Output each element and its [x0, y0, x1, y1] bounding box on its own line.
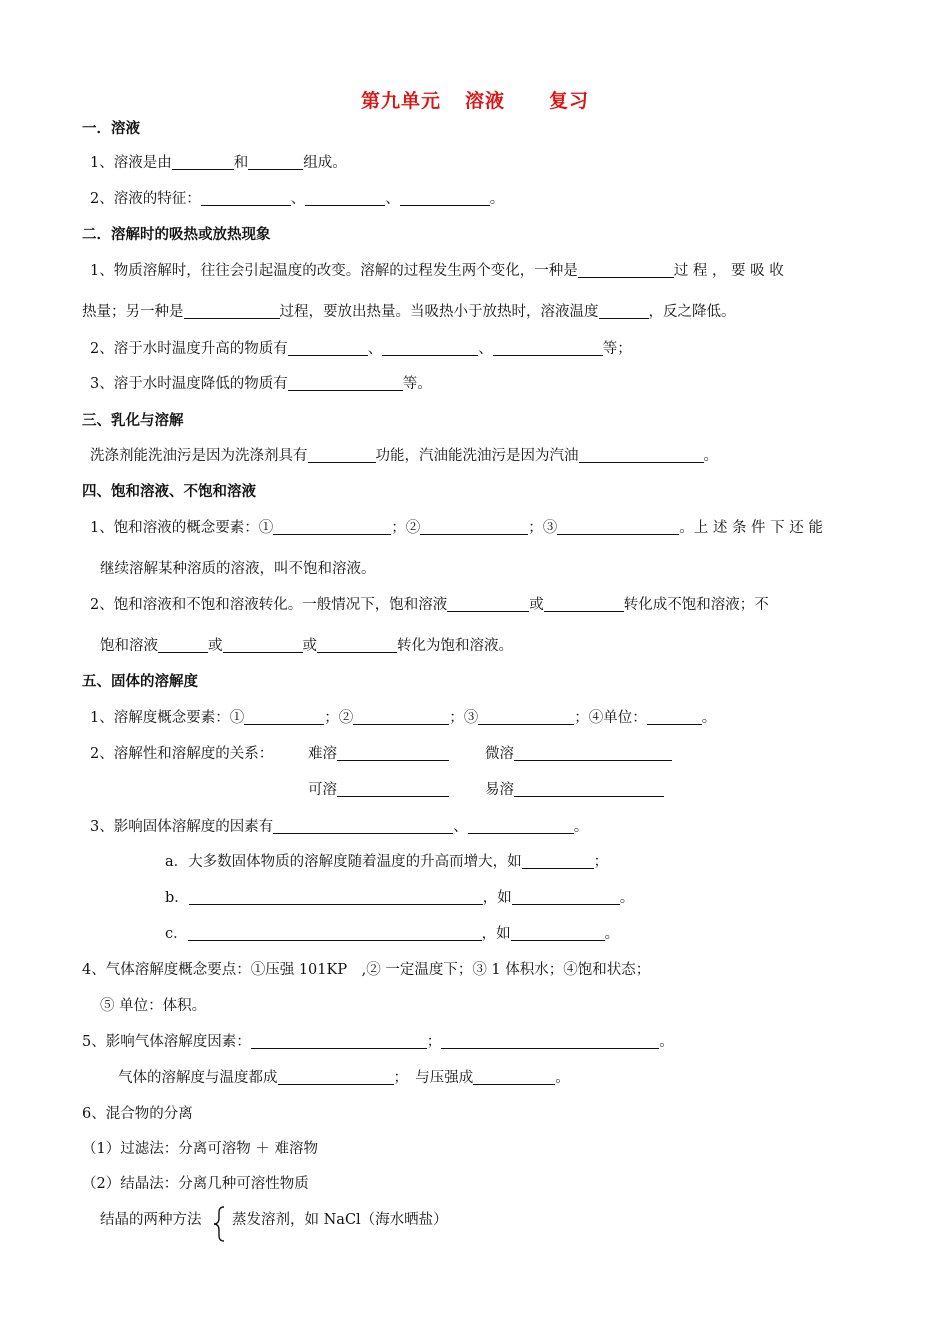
fill-blank[interactable] [441, 1033, 659, 1049]
fill-blank[interactable] [172, 154, 234, 170]
fill-blank[interactable] [244, 709, 324, 725]
s6-line-7: （2）结晶法：分离几种可溶性物质 [82, 1176, 309, 1192]
text: 、 [290, 191, 306, 207]
s1-line-2 [90, 187, 504, 208]
s6-line-5: 6、混合物的分离 [82, 1106, 193, 1122]
fill-blank[interactable] [420, 519, 528, 535]
title-unit: 第九单元 [360, 90, 441, 112]
fill-blank[interactable] [447, 596, 529, 612]
text: 过程，要放出热量。当吸热小于放热时，溶液温度 [279, 304, 599, 320]
text: ； 与压强成 [393, 1070, 474, 1086]
text: 。 [489, 191, 505, 207]
fill-blank[interactable] [251, 1033, 427, 1049]
s4-line-3 [90, 593, 769, 614]
text: 转化成不饱和溶液；不 [623, 597, 769, 613]
s5-yirong [485, 778, 664, 799]
text: 功能，汽油能洗油污是因为汽油 [375, 448, 579, 464]
text: 可溶 [308, 782, 337, 798]
fill-blank[interactable] [493, 340, 603, 356]
fill-blank[interactable] [382, 340, 478, 356]
page-title [0, 86, 950, 113]
fill-blank[interactable] [158, 637, 208, 653]
text: ；③ [449, 710, 479, 726]
text: 5、影响气体溶解度因素： [82, 1034, 251, 1050]
text: 过 程 ， 要 吸 收 [673, 263, 784, 279]
curly-brace-icon [212, 1206, 226, 1242]
fill-blank[interactable] [468, 818, 574, 834]
fill-blank[interactable] [288, 375, 403, 391]
text: 。 [555, 1070, 570, 1086]
s1-line-1 [90, 151, 347, 172]
fill-blank[interactable] [353, 709, 449, 725]
fill-blank[interactable] [273, 519, 391, 535]
text: 和 [233, 155, 249, 171]
text: ，如 [481, 926, 511, 942]
s6-line-8-label: 结晶的两种方法 [100, 1212, 202, 1228]
text: 。 [703, 448, 718, 464]
section-1-heading: 一．溶液 [82, 121, 140, 137]
text: ；② [324, 710, 354, 726]
section-4-heading: 四、饱和溶液、不饱和溶液 [82, 484, 256, 500]
fill-blank[interactable] [647, 709, 702, 725]
text: 或 [529, 597, 544, 613]
text: 。 [659, 1034, 674, 1050]
fill-blank[interactable] [514, 781, 664, 797]
s4-line-2: 继续溶解某种溶质的溶液，叫不饱和溶液。 [100, 561, 376, 577]
fill-blank[interactable] [578, 262, 674, 278]
fill-blank[interactable] [599, 303, 649, 319]
text: 、 [453, 819, 468, 835]
text: 组成。 [303, 155, 347, 171]
s5-line-b [165, 886, 634, 907]
s6-line-4 [118, 1066, 570, 1087]
fill-blank[interactable] [308, 447, 376, 463]
text: c． [165, 926, 188, 942]
fill-blank[interactable] [273, 818, 453, 834]
text: 、 [478, 341, 493, 357]
s6-line-2: ⑤ 单位：体积。 [100, 998, 207, 1014]
fill-blank[interactable] [288, 340, 368, 356]
text: 。 [619, 890, 635, 906]
text: 3、溶于水时温度降低的物质有 [90, 376, 288, 392]
text: 或 [208, 638, 223, 654]
s6-line-1: 4、气体溶解度概念要点：①压强 101KP ,② 一定温度下；③ 1 体积水；④饱和状态； [82, 962, 651, 978]
text: 2、溶于水时温度升高的物质有 [90, 341, 288, 357]
s4-line-4 [100, 634, 513, 655]
fill-blank[interactable] [305, 190, 385, 206]
text: ； [593, 854, 609, 870]
text: 或 [302, 638, 317, 654]
text: 。 [573, 819, 589, 835]
fill-blank[interactable] [544, 596, 624, 612]
s2-line-3 [90, 337, 632, 358]
fill-blank[interactable] [512, 889, 620, 905]
s6-line-6: （1）过滤法：分离可溶物 ＋ 难溶物 [82, 1141, 318, 1157]
title-topic: 溶液 [464, 90, 505, 112]
text: 、 [385, 191, 400, 207]
text: 。 [701, 710, 717, 726]
fill-blank[interactable] [337, 781, 449, 797]
text: 气体的溶解度与温度都成 [118, 1070, 278, 1086]
fill-blank[interactable] [184, 303, 280, 319]
fill-blank[interactable] [579, 447, 704, 463]
section-3-heading: 三、乳化与溶解 [82, 413, 184, 429]
s5-line-c [165, 922, 619, 943]
text: 1、物质溶解时，往往会引起温度的改变。溶解的过程发生两个变化，一种是 [90, 263, 578, 279]
text: 。上 述 条 件 下 还 能 [679, 520, 823, 536]
s6-line-8-method: 蒸发溶剂，如 NaCl（海水晒盐） [232, 1212, 448, 1228]
fill-blank[interactable] [189, 889, 483, 905]
fill-blank[interactable] [201, 190, 291, 206]
s3-line-1 [90, 444, 718, 465]
text: ； [426, 1034, 442, 1050]
fill-blank[interactable] [473, 1069, 555, 1085]
section-5-heading: 五、固体的溶解度 [82, 674, 198, 690]
text: 等。 [402, 376, 432, 392]
s2-line-4 [90, 372, 432, 393]
s6-line-3 [82, 1030, 674, 1051]
text: 难溶 [308, 746, 337, 762]
title-review: 复习 [549, 90, 590, 112]
fill-blank[interactable] [557, 519, 679, 535]
s2-line-1 [90, 259, 784, 280]
s5-line-2 [90, 742, 273, 763]
fill-blank[interactable] [188, 925, 482, 941]
text: ；② [391, 520, 421, 536]
text: 3、影响固体溶解度的因素有 [90, 819, 274, 835]
text: 饱和溶液 [100, 638, 158, 654]
text: 1、溶解度概念要素：① [90, 710, 245, 726]
s5-kerong [308, 778, 449, 799]
fill-blank[interactable] [278, 1069, 394, 1085]
fill-blank[interactable] [478, 709, 574, 725]
s5-weirong [485, 742, 672, 763]
fill-blank[interactable] [522, 853, 594, 869]
fill-blank[interactable] [337, 745, 449, 761]
text: 易溶 [485, 782, 514, 798]
text: 转化为饱和溶液。 [397, 638, 513, 654]
section-2-heading: 二．溶解时的吸热或放热现象 [82, 227, 271, 243]
text: ；④单位： [574, 710, 647, 726]
text: a．大多数固体物质的溶解度随着温度的升高而增大，如 [165, 854, 522, 870]
fill-blank[interactable] [514, 745, 672, 761]
s5-line-a [165, 850, 608, 871]
text: 1、饱和溶液的概念要素：① [90, 520, 274, 536]
text: ，如 [482, 890, 512, 906]
fill-blank[interactable] [511, 925, 605, 941]
s2-line-2 [82, 300, 736, 321]
fill-blank[interactable] [317, 637, 397, 653]
fill-blank[interactable] [400, 190, 490, 206]
text: 洗涤剂能洗油污是因为洗涤剂具有 [90, 448, 308, 464]
text: 热量；另一种是 [82, 304, 184, 320]
text: 2、溶解性和溶解度的关系： [90, 746, 274, 762]
text: 2、溶液的特征： [90, 191, 201, 207]
text: 微溶 [485, 746, 514, 762]
s5-nanrong [308, 742, 449, 763]
text: ，反之降低。 [648, 304, 736, 320]
s5-line-3 [90, 815, 588, 836]
text: 1、溶液是由 [90, 155, 172, 171]
s5-line-1 [90, 706, 716, 727]
text: b． [165, 890, 189, 906]
text: 。 [604, 926, 620, 942]
text: 等； [602, 341, 632, 357]
text: 2、饱和溶液和不饱和溶液转化。一般情况下，饱和溶液 [90, 597, 448, 613]
fill-blank[interactable] [248, 154, 303, 170]
text: 、 [367, 341, 383, 357]
fill-blank[interactable] [223, 637, 303, 653]
s4-line-1 [90, 516, 823, 537]
text: ；③ [528, 520, 558, 536]
